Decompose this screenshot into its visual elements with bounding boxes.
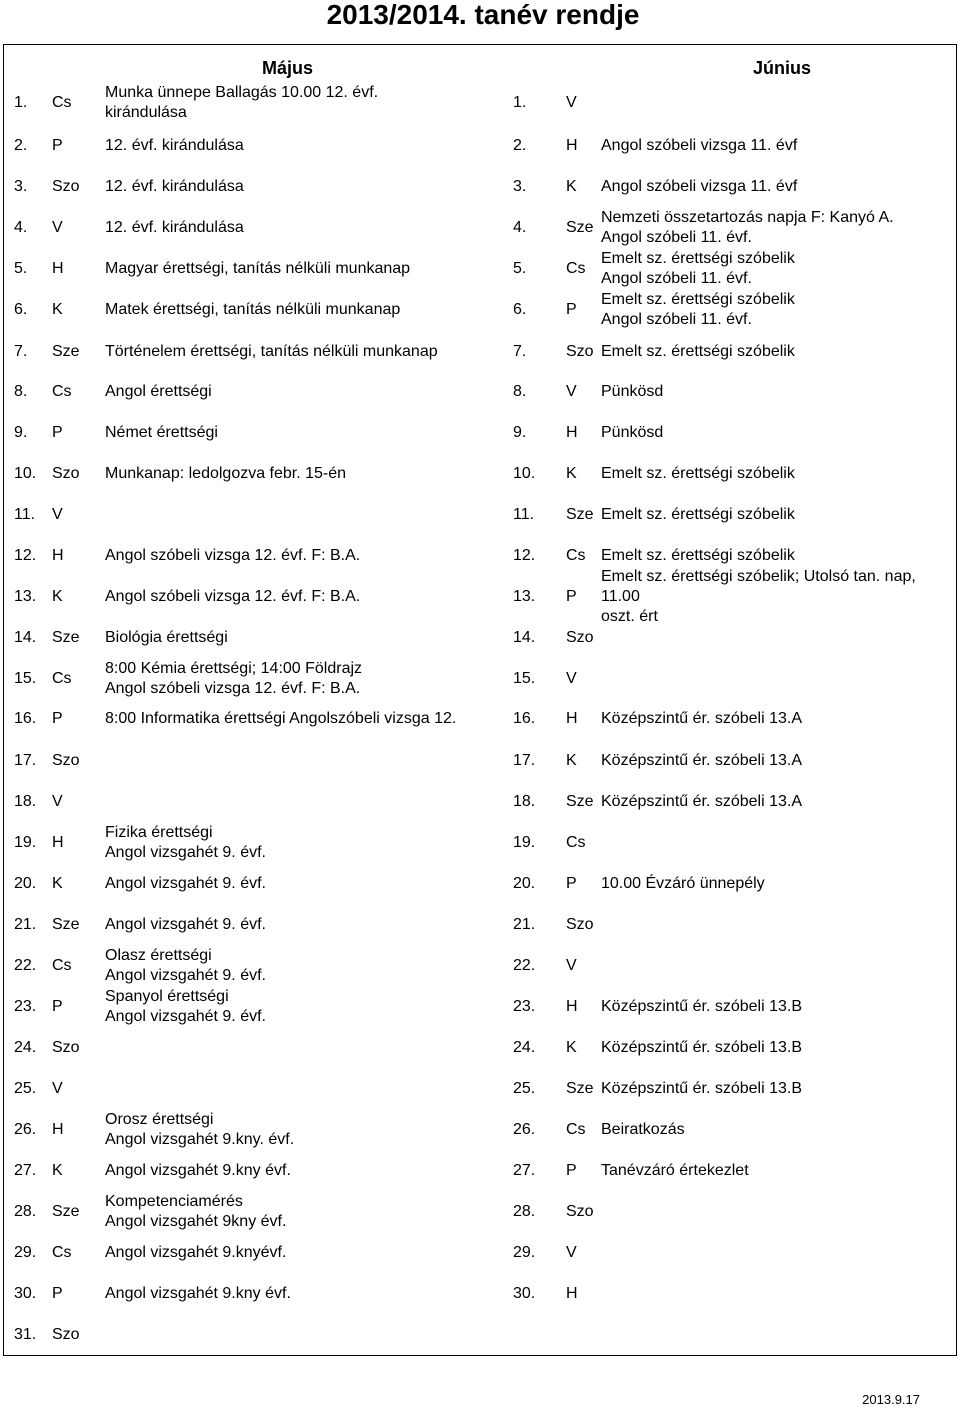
june-weekday: Sze <box>566 1080 594 1097</box>
may-event <box>105 1069 505 1109</box>
june-weekday: K <box>566 1039 577 1056</box>
may-day-number: 18. <box>14 793 37 810</box>
calendar-row <box>0 208 960 248</box>
may-weekday: P <box>52 424 63 441</box>
june-day-number: 19. <box>513 834 536 851</box>
june-day-number: 29. <box>513 1244 536 1261</box>
may-event-line: Kompetenciamérés <box>105 1193 243 1210</box>
may-event <box>105 126 505 166</box>
calendar-row <box>0 568 960 625</box>
may-day-number: 24. <box>14 1039 37 1056</box>
june-weekday: Cs <box>566 547 586 564</box>
may-weekday: K <box>52 588 63 605</box>
june-event <box>601 372 956 412</box>
june-event <box>601 290 956 330</box>
may-event-line: Angol vizsgahét 9.knyévf. <box>105 1244 287 1261</box>
june-event-line: oszt. ért <box>601 608 658 625</box>
may-day-number: 8. <box>14 383 28 400</box>
may-weekday: H <box>52 834 64 851</box>
may-weekday: Sze <box>52 1203 80 1220</box>
calendar-row <box>0 864 960 904</box>
calendar-row <box>0 699 960 739</box>
june-day-number: 21. <box>513 916 536 933</box>
month-header-june: Június <box>753 58 812 78</box>
may-weekday: H <box>52 547 64 564</box>
calendar-row <box>0 167 960 207</box>
june-event-line: Nemzeti összetartozás napja F: Kanyó A. <box>601 209 894 226</box>
may-day-number: 22. <box>14 957 37 974</box>
may-event-line: 12. évf. kirándulása <box>105 137 244 154</box>
june-day-number: 9. <box>513 424 527 441</box>
calendar-row <box>0 372 960 412</box>
may-event <box>105 946 505 986</box>
june-day-number: 10. <box>513 465 536 482</box>
may-weekday: Szo <box>52 1326 80 1343</box>
june-event <box>601 332 956 372</box>
may-day-number: 23. <box>14 998 37 1015</box>
may-weekday: Szo <box>52 1039 80 1056</box>
may-weekday: P <box>52 998 63 1015</box>
may-event-line: Munkanap: ledolgozva febr. 15-én <box>105 465 347 482</box>
june-event <box>601 699 956 739</box>
may-weekday: Szo <box>52 178 80 195</box>
may-weekday: Sze <box>52 629 80 646</box>
june-day-number: 24. <box>513 1039 536 1056</box>
june-event <box>601 568 956 625</box>
may-event-line: Angol vizsgahét 9. évf. <box>105 875 266 892</box>
may-event <box>105 1274 505 1314</box>
june-event <box>601 249 956 289</box>
may-weekday: Cs <box>52 670 72 687</box>
may-event-line: 8:00 Informatika érettségi Angolszóbeli vizsga 12. <box>105 710 457 727</box>
may-weekday: V <box>52 793 63 810</box>
june-event-line: Tanévzáró értekezlet <box>601 1162 749 1179</box>
june-event-line: Angol szóbeli vizsga 11. évf <box>601 178 798 195</box>
may-event <box>105 1233 505 1273</box>
may-event <box>105 167 505 207</box>
june-weekday: V <box>566 383 577 400</box>
may-event-line: Munka ünnepe Ballagás 10.00 12. évf. <box>105 84 379 101</box>
may-event <box>105 495 505 535</box>
may-day-number: 12. <box>14 547 37 564</box>
june-day-number: 4. <box>513 219 527 236</box>
june-event <box>601 126 956 166</box>
may-weekday: V <box>52 1080 63 1097</box>
june-weekday: V <box>566 94 577 111</box>
june-event-line: Emelt sz. érettségi szóbelik <box>601 547 795 564</box>
may-event-line: Történelem érettségi, tanítás nélküli munkanap <box>105 343 438 360</box>
june-weekday: Cs <box>566 260 586 277</box>
may-day-number: 14. <box>14 629 37 646</box>
may-event <box>105 249 505 289</box>
may-day-number: 15. <box>14 670 37 687</box>
june-event <box>601 987 956 1027</box>
may-day-number: 5. <box>14 260 28 277</box>
june-day-number: 27. <box>513 1162 536 1179</box>
june-day-number: 13. <box>513 588 536 605</box>
june-event-line: Középszintű ér. szóbeli 13.A <box>601 710 803 727</box>
may-event-line: Spanyol érettségi <box>105 988 229 1005</box>
may-day-number: 20. <box>14 875 37 892</box>
may-event-line: Magyar érettségi, tanítás nélküli munkanap <box>105 260 411 277</box>
may-event <box>105 699 505 739</box>
may-event-line: Német érettségi <box>105 424 218 441</box>
may-event-line: Biológia érettségi <box>105 629 228 646</box>
june-event-line: Középszintű ér. szóbeli 13.A <box>601 752 803 769</box>
may-weekday: K <box>52 301 63 318</box>
june-weekday: H <box>566 424 578 441</box>
may-weekday: P <box>52 137 63 154</box>
may-event-line: Angol vizsgahét 9. évf. <box>105 1008 266 1025</box>
june-event-line: Középszintű ér. szóbeli 13.B <box>601 998 803 1015</box>
calendar-row <box>0 741 960 781</box>
june-weekday: P <box>566 588 577 605</box>
june-weekday: H <box>566 137 578 154</box>
calendar-row <box>0 126 960 166</box>
june-event <box>601 618 956 658</box>
june-event <box>601 413 956 453</box>
may-day-number: 17. <box>14 752 37 769</box>
june-event <box>601 659 956 699</box>
may-event-line: Matek érettségi, tanítás nélküli munkanap <box>105 301 401 318</box>
calendar-row <box>0 1110 960 1150</box>
june-day-number: 22. <box>513 957 536 974</box>
june-day-number: 7. <box>513 343 527 360</box>
june-day-number <box>513 1315 553 1355</box>
june-event <box>601 1151 956 1191</box>
may-day-number: 6. <box>14 301 28 318</box>
may-weekday: Cs <box>52 94 72 111</box>
june-event <box>601 495 956 535</box>
june-event <box>601 1274 956 1314</box>
may-day-number: 19. <box>14 834 37 851</box>
calendar-row <box>0 782 960 822</box>
june-day-number: 14. <box>513 629 536 646</box>
may-event <box>105 823 505 863</box>
may-day-number: 1. <box>14 94 28 111</box>
may-event-line: Angol vizsgahét 9.kny. évf. <box>105 1131 295 1148</box>
june-weekday: H <box>566 1285 578 1302</box>
may-event <box>105 536 505 576</box>
june-weekday: Sze <box>566 219 594 236</box>
may-event <box>105 618 505 658</box>
may-event-line: Angol vizsgahét 9. évf. <box>105 916 266 933</box>
may-weekday: Cs <box>52 957 72 974</box>
june-day-number: 8. <box>513 383 527 400</box>
may-event <box>105 659 505 699</box>
calendar-row <box>0 454 960 494</box>
may-event <box>105 864 505 904</box>
may-weekday: V <box>52 219 63 236</box>
may-day-number: 16. <box>14 710 37 727</box>
may-event <box>105 1192 505 1232</box>
may-event-line: Angol szóbeli vizsga 12. évf. F: B.A. <box>105 588 361 605</box>
june-event <box>601 1233 956 1273</box>
may-event <box>105 208 505 248</box>
june-event-line: 10.00 Évzáró ünnepély <box>601 875 765 892</box>
calendar-row <box>0 1069 960 1109</box>
calendar-row <box>0 83 960 123</box>
june-day-number: 16. <box>513 710 536 727</box>
june-event <box>601 1192 956 1232</box>
page-title <box>0 0 960 30</box>
calendar-row <box>0 495 960 535</box>
june-weekday: Cs <box>566 834 586 851</box>
may-event-line: Olasz érettségi <box>105 947 212 964</box>
may-event <box>105 741 505 781</box>
calendar-row <box>0 1315 960 1355</box>
june-weekday: Szo <box>566 343 594 360</box>
june-weekday: Szo <box>566 629 594 646</box>
june-day-number: 1. <box>513 94 527 111</box>
may-day-number: 9. <box>14 424 28 441</box>
june-weekday <box>566 1315 600 1355</box>
calendar-row <box>0 290 960 330</box>
may-day-number: 13. <box>14 588 37 605</box>
may-event-line: 12. évf. kirándulása <box>105 219 244 236</box>
may-day-number: 27. <box>14 1162 37 1179</box>
may-weekday: K <box>52 875 63 892</box>
june-event <box>601 454 956 494</box>
may-event-line: Angol vizsgahét 9.kny évf. <box>105 1285 291 1302</box>
june-day-number: 28. <box>513 1203 536 1220</box>
june-day-number: 17. <box>513 752 536 769</box>
may-event <box>105 782 505 822</box>
calendar-row <box>0 618 960 658</box>
june-event-line: Pünkösd <box>601 383 664 400</box>
may-event-line: Angol érettségi <box>105 383 212 400</box>
june-event-line: Emelt sz. érettségi szóbelik <box>601 506 795 523</box>
may-event-line: Angol szóbeli vizsga 12. évf. F: B.A. <box>105 547 361 564</box>
june-day-number: 26. <box>513 1121 536 1138</box>
may-event-line: Fizika érettségi <box>105 824 213 841</box>
may-weekday: Sze <box>52 343 80 360</box>
june-weekday: V <box>566 957 577 974</box>
june-event-line: Középszintű ér. szóbeli 13.B <box>601 1039 803 1056</box>
may-event <box>105 577 505 617</box>
calendar-row <box>0 905 960 945</box>
may-weekday: K <box>52 1162 63 1179</box>
calendar-row <box>0 249 960 289</box>
may-event <box>105 1028 505 1068</box>
calendar-row <box>0 1274 960 1314</box>
june-event-line: Pünkösd <box>601 424 664 441</box>
june-event <box>601 864 956 904</box>
may-event <box>105 1110 505 1150</box>
may-event-line: 8:00 Kémia érettségi; 14:00 Földrajz <box>105 660 363 677</box>
june-weekday: P <box>566 875 577 892</box>
june-weekday: P <box>566 1162 577 1179</box>
may-day-number: 21. <box>14 916 37 933</box>
june-weekday: H <box>566 998 578 1015</box>
may-day-number: 10. <box>14 465 37 482</box>
may-event <box>105 905 505 945</box>
may-event <box>105 454 505 494</box>
june-day-number: 12. <box>513 547 536 564</box>
may-weekday: Szo <box>52 465 80 482</box>
june-weekday: Sze <box>566 793 594 810</box>
may-event <box>105 83 505 123</box>
june-event-line: Középszintű ér. szóbeli 13.A <box>601 793 803 810</box>
may-event <box>105 413 505 453</box>
may-day-number: 3. <box>14 178 28 195</box>
june-event-line: Angol szóbeli 11. évf. <box>601 311 752 328</box>
june-event-line: Emelt sz. érettségi szóbelik <box>601 465 795 482</box>
june-event-line: Emelt sz. érettségi szóbelik <box>601 250 795 267</box>
calendar-row <box>0 413 960 453</box>
june-weekday: V <box>566 670 577 687</box>
may-event <box>105 290 505 330</box>
may-weekday: H <box>52 260 64 277</box>
may-day-number: 2. <box>14 137 28 154</box>
may-event-line: Orosz érettségi <box>105 1111 214 1128</box>
june-event-line: Angol szóbeli 11. évf. <box>601 229 752 246</box>
calendar-row <box>0 946 960 986</box>
may-event-line: Angol szóbeli vizsga 12. évf. F: B.A. <box>105 680 361 697</box>
june-event <box>601 167 956 207</box>
may-day-number: 28. <box>14 1203 37 1220</box>
june-day-number: 6. <box>513 301 527 318</box>
june-event-line: Angol szóbeli vizsga 11. évf <box>601 137 798 154</box>
june-event <box>601 208 956 248</box>
may-event-line: kirándulása <box>105 104 187 121</box>
june-day-number: 2. <box>513 137 527 154</box>
may-weekday: Cs <box>52 383 72 400</box>
june-event <box>601 741 956 781</box>
month-header-may: Május <box>262 58 314 78</box>
print-date: 2013.9.17 <box>862 1392 920 1407</box>
june-event <box>601 83 956 123</box>
may-event-line: 12. évf. kirándulása <box>105 178 244 195</box>
june-day-number: 20. <box>513 875 536 892</box>
may-day-number: 11. <box>14 506 36 523</box>
may-event-line: Angol vizsgahét 9.kny évf. <box>105 1162 291 1179</box>
june-day-number: 15. <box>513 670 536 687</box>
calendar-row <box>0 1028 960 1068</box>
june-event <box>601 1110 956 1150</box>
june-day-number: 11. <box>513 506 535 523</box>
june-event-line: Angol szóbeli 11. évf. <box>601 270 752 287</box>
may-day-number: 29. <box>14 1244 37 1261</box>
june-event-line: Emelt sz. érettségi szóbelik; Utolsó tan. nap, 11.00 <box>601 568 916 605</box>
page-title-text: 2013/2014. tanév rendje <box>326 0 640 30</box>
may-weekday: V <box>52 506 63 523</box>
may-weekday: P <box>52 1285 63 1302</box>
june-day-number: 3. <box>513 178 527 195</box>
june-weekday: K <box>566 465 577 482</box>
may-day-number: 7. <box>14 343 28 360</box>
june-event <box>601 1315 956 1355</box>
may-event <box>105 332 505 372</box>
june-weekday: K <box>566 178 577 195</box>
june-day-number: 18. <box>513 793 536 810</box>
may-day-number: 26. <box>14 1121 37 1138</box>
june-event <box>601 1028 956 1068</box>
june-weekday: K <box>566 752 577 769</box>
june-event-line: Középszintű ér. szóbeli 13.B <box>601 1080 803 1097</box>
may-weekday: H <box>52 1121 64 1138</box>
calendar-row <box>0 659 960 699</box>
june-event <box>601 823 956 863</box>
june-day-number: 5. <box>513 260 527 277</box>
may-event-line: Angol vizsgahét 9. évf. <box>105 844 266 861</box>
june-weekday: P <box>566 301 577 318</box>
may-event <box>105 987 505 1027</box>
may-day-number: 4. <box>14 219 28 236</box>
june-day-number: 30. <box>513 1285 536 1302</box>
june-weekday: Cs <box>566 1121 586 1138</box>
may-event <box>105 1151 505 1191</box>
may-day-number: 25. <box>14 1080 37 1097</box>
june-weekday: V <box>566 1244 577 1261</box>
may-event-line: Angol vizsgahét 9. évf. <box>105 967 266 984</box>
calendar-row <box>0 332 960 372</box>
june-weekday: Szo <box>566 1203 594 1220</box>
calendar-row <box>0 1233 960 1273</box>
june-day-number: 23. <box>513 998 536 1015</box>
may-event <box>105 1315 505 1355</box>
june-weekday: Szo <box>566 916 594 933</box>
may-day-number: 31. <box>14 1326 37 1343</box>
calendar-row <box>0 823 960 863</box>
calendar-row <box>0 1192 960 1232</box>
may-day-number: 30. <box>14 1285 37 1302</box>
june-event-line: Emelt sz. érettségi szóbelik <box>601 291 795 308</box>
june-weekday: H <box>566 710 578 727</box>
calendar-row <box>0 1151 960 1191</box>
june-weekday: Sze <box>566 506 594 523</box>
may-weekday: Cs <box>52 1244 72 1261</box>
june-event <box>601 946 956 986</box>
may-event-line: Angol vizsgahét 9kny évf. <box>105 1213 287 1230</box>
june-event <box>601 782 956 822</box>
june-event-line: Emelt sz. érettségi szóbelik <box>601 343 795 360</box>
june-event <box>601 905 956 945</box>
june-event <box>601 1069 956 1109</box>
june-day-number: 25. <box>513 1080 536 1097</box>
june-event-line: Beiratkozás <box>601 1121 685 1138</box>
may-weekday: P <box>52 710 63 727</box>
may-event <box>105 372 505 412</box>
calendar-row <box>0 987 960 1027</box>
may-weekday: Sze <box>52 916 80 933</box>
may-weekday: Szo <box>52 752 80 769</box>
